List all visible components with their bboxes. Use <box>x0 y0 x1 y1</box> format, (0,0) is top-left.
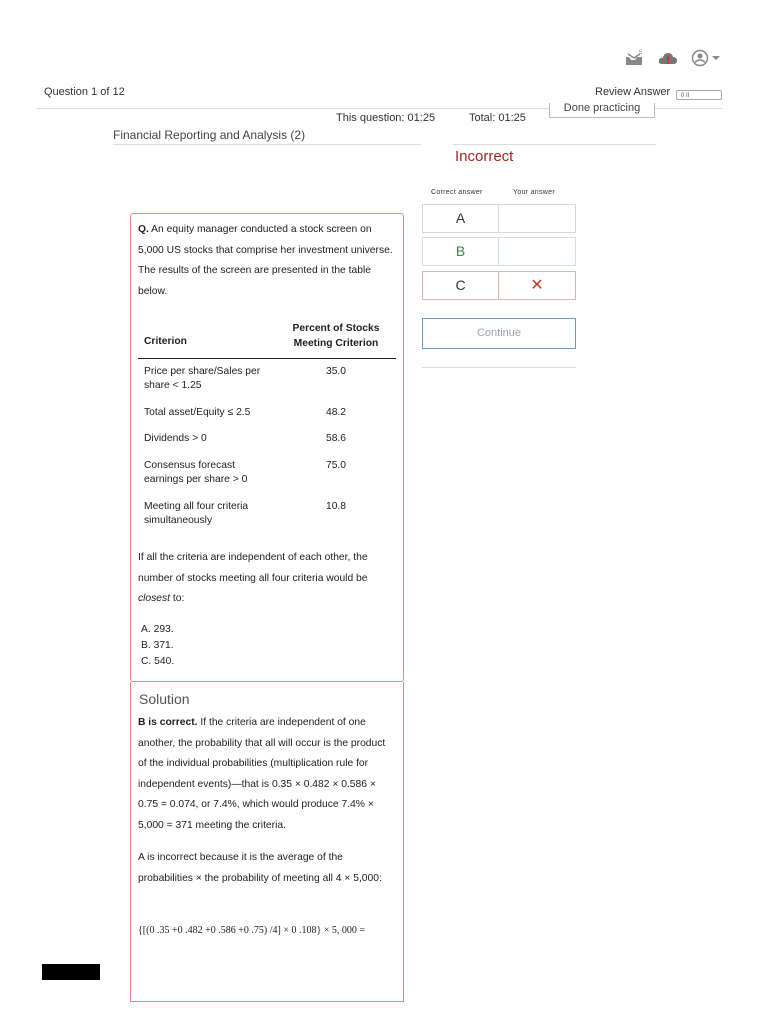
question-timer: This question: 01:25 <box>336 112 436 124</box>
option-b: B. 371. <box>141 640 174 651</box>
table-cell-percent: 48.2 <box>325 407 347 418</box>
user-account-icon[interactable] <box>690 48 724 68</box>
answer-letter-c: C <box>422 271 499 300</box>
cloud-alert-icon[interactable] <box>657 48 679 68</box>
your-answer-b <box>498 237 576 266</box>
solution-paragraph-2: A is incorrect because it is the average of the probabilities × the probability of meeting all 4 × 5,000: <box>138 852 382 884</box>
table-cell-criterion: Total asset/Equity ≤ 2.5 <box>144 407 251 418</box>
prompt-emphasis: closest <box>138 593 171 604</box>
your-answer-header: Your answer <box>513 189 555 196</box>
option-c: C. 540. <box>141 656 175 667</box>
review-answer-label: Review Answer <box>595 86 671 98</box>
redaction-bar <box>42 964 100 980</box>
inbox-badge-icon[interactable] <box>624 48 646 68</box>
solution-explanation: If the criteria are independent of one another, the probability that all will occur is the product of the individual probabilities (multiplication rule for independent events)—that is 0.35 × 0.482 × 0.586 × 0.75 = 0.074, or 7.4%, which would produce 7.4% × 5,000 = 371 meeting the criteria. <box>138 717 386 831</box>
continue-button[interactable]: Continue <box>422 318 576 349</box>
option-a: A. 293. <box>141 624 174 635</box>
your-answer-a <box>498 204 576 233</box>
table-cell-criterion: Dividends > 0 <box>144 433 207 444</box>
question-counter: Question 1 of 12 <box>44 86 125 98</box>
answer-letter-a: A <box>422 204 499 233</box>
result-label: Incorrect <box>455 148 514 165</box>
solution-title: Solution <box>139 691 190 707</box>
table-cell-percent: 75.0 <box>325 460 347 471</box>
svg-text:5: 5 <box>639 50 643 56</box>
table-cell-criterion: Consensus forecast earnings per share > 0 <box>144 460 248 485</box>
table-cell-criterion: Meeting all four criteria simultaneously <box>144 501 249 526</box>
solution-paragraph-1 <box>138 713 396 836</box>
solution-formula: {[(0 .35 +0 .482 +0 .586 +0 .75) /4] × 0 .108} × 5, 000 = <box>138 925 366 936</box>
caret-down-icon <box>712 56 720 60</box>
solution-correct-lead: B is correct. <box>138 717 198 728</box>
continue-divider <box>422 367 576 368</box>
correct-answer-header: Correct answer <box>431 189 483 196</box>
answer-letter-b: B <box>422 237 499 266</box>
question-stem <box>138 220 396 302</box>
topic-title: Financial Reporting and Analysis (2) <box>113 128 306 142</box>
total-timer: Total: 01:25 <box>469 112 526 124</box>
table-cell-criterion: Price per share/Sales per share < 1.25 <box>144 366 261 391</box>
prompt-text: If all the criteria are independent of each other, the number of stocks meeting all four criteria would be <box>138 552 368 584</box>
question-stem-text: An equity manager conducted a stock screen on 5,000 US stocks that comprise her investment universe. The results of the screen are presented in the table below. <box>138 224 393 297</box>
table-col-percent: Percent of Stocks Meeting Criterion <box>292 323 380 349</box>
question-prefix: Q. <box>138 224 149 235</box>
table-cell-percent: 10.8 <box>325 501 347 512</box>
table-cell-percent: 35.0 <box>325 366 347 377</box>
review-answer-toggle[interactable]: 0 II <box>676 90 722 100</box>
table-header <box>138 318 396 359</box>
done-practicing-button[interactable]: Done practicing <box>549 103 655 118</box>
question-prompt <box>138 548 396 610</box>
topic-divider <box>113 144 421 145</box>
prompt-tail: to: <box>170 593 185 604</box>
your-answer-c-wrong-icon: ✕ <box>498 271 576 300</box>
table-cell-percent: 58.6 <box>325 433 347 444</box>
table-col-criterion: Criterion <box>144 336 187 347</box>
result-divider <box>453 144 656 145</box>
